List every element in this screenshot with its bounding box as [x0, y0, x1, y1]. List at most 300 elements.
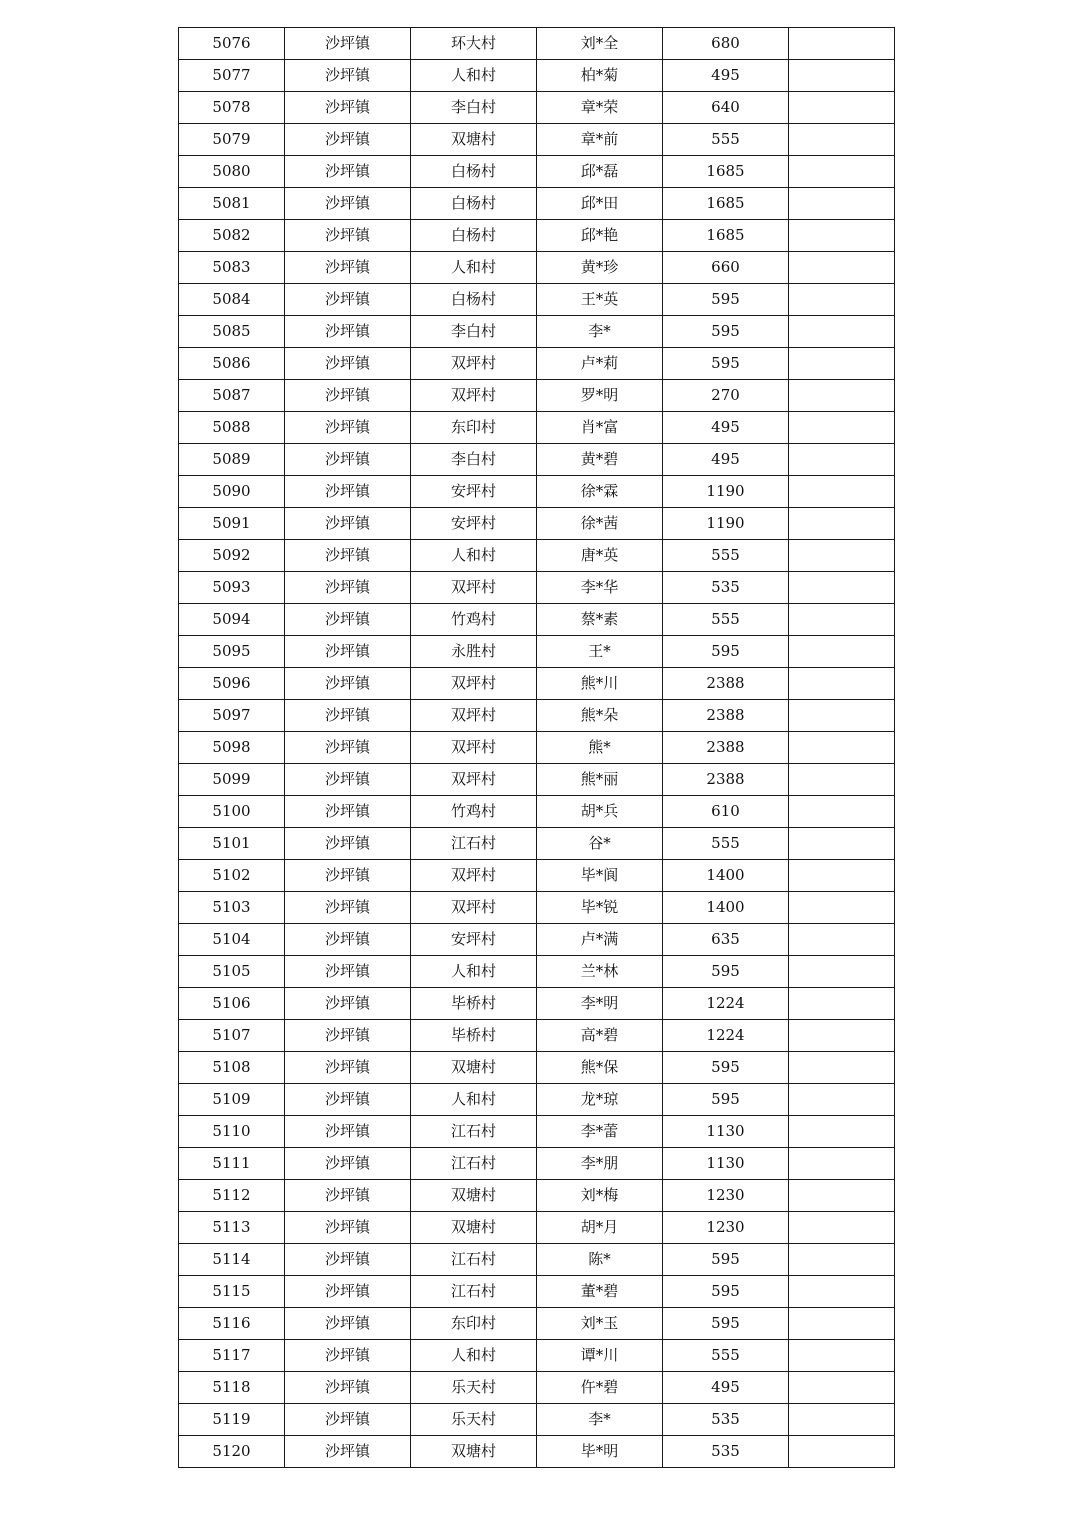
serial-number-cell: 5093	[179, 572, 285, 604]
serial-number-cell: 5081	[179, 188, 285, 220]
serial-number-cell: 5084	[179, 284, 285, 316]
serial-number-cell: 5101	[179, 828, 285, 860]
note-cell	[789, 316, 895, 348]
table-row	[179, 732, 895, 764]
note-cell	[789, 540, 895, 572]
name-cell: 李*朋	[537, 1148, 663, 1180]
amount-cell: 535	[663, 1436, 789, 1468]
table-row	[179, 956, 895, 988]
amount-cell: 1685	[663, 220, 789, 252]
note-cell	[789, 444, 895, 476]
table-row	[179, 828, 895, 860]
village-cell: 双坪村	[411, 572, 537, 604]
name-cell: 李*	[537, 316, 663, 348]
name-cell: 李*	[537, 1404, 663, 1436]
name-cell: 邱*田	[537, 188, 663, 220]
table-row	[179, 796, 895, 828]
name-cell: 仵*碧	[537, 1372, 663, 1404]
note-cell	[789, 156, 895, 188]
village-cell: 双塘村	[411, 1052, 537, 1084]
town-cell: 沙坪镇	[285, 636, 411, 668]
table-row	[179, 1276, 895, 1308]
amount-cell: 1190	[663, 508, 789, 540]
town-cell: 沙坪镇	[285, 1340, 411, 1372]
village-cell: 人和村	[411, 540, 537, 572]
village-cell: 毕桥村	[411, 1020, 537, 1052]
table-row	[179, 1180, 895, 1212]
name-cell: 陈*	[537, 1244, 663, 1276]
table-row	[179, 892, 895, 924]
table-row	[179, 700, 895, 732]
town-cell: 沙坪镇	[285, 1276, 411, 1308]
table-row	[179, 252, 895, 284]
name-cell: 熊*保	[537, 1052, 663, 1084]
village-cell: 竹鸡村	[411, 796, 537, 828]
serial-number-cell: 5102	[179, 860, 285, 892]
table-row	[179, 124, 895, 156]
name-cell: 熊*川	[537, 668, 663, 700]
table-row	[179, 444, 895, 476]
amount-cell: 535	[663, 1404, 789, 1436]
table-row	[179, 188, 895, 220]
note-cell	[789, 1212, 895, 1244]
village-cell: 环大村	[411, 28, 537, 60]
amount-cell: 595	[663, 316, 789, 348]
village-cell: 双坪村	[411, 892, 537, 924]
amount-cell: 660	[663, 252, 789, 284]
name-cell: 蔡*素	[537, 604, 663, 636]
village-cell: 东印村	[411, 1308, 537, 1340]
name-cell: 肖*富	[537, 412, 663, 444]
village-cell: 安坪村	[411, 508, 537, 540]
name-cell: 罗*明	[537, 380, 663, 412]
amount-cell: 635	[663, 924, 789, 956]
village-cell: 双塘村	[411, 1180, 537, 1212]
table-row	[179, 668, 895, 700]
table-row	[179, 508, 895, 540]
town-cell: 沙坪镇	[285, 188, 411, 220]
table-row	[179, 60, 895, 92]
table-row	[179, 1052, 895, 1084]
town-cell: 沙坪镇	[285, 1148, 411, 1180]
note-cell	[789, 348, 895, 380]
serial-number-cell: 5076	[179, 28, 285, 60]
town-cell: 沙坪镇	[285, 540, 411, 572]
serial-number-cell: 5112	[179, 1180, 285, 1212]
name-cell: 刘*全	[537, 28, 663, 60]
name-cell: 胡*兵	[537, 796, 663, 828]
town-cell: 沙坪镇	[285, 828, 411, 860]
note-cell	[789, 1052, 895, 1084]
note-cell	[789, 572, 895, 604]
serial-number-cell: 5119	[179, 1404, 285, 1436]
town-cell: 沙坪镇	[285, 604, 411, 636]
table-row	[179, 572, 895, 604]
name-cell: 李*华	[537, 572, 663, 604]
serial-number-cell: 5107	[179, 1020, 285, 1052]
table-row	[179, 636, 895, 668]
town-cell: 沙坪镇	[285, 444, 411, 476]
amount-cell: 1685	[663, 188, 789, 220]
town-cell: 沙坪镇	[285, 796, 411, 828]
amount-cell: 1130	[663, 1116, 789, 1148]
village-cell: 李白村	[411, 92, 537, 124]
serial-number-cell: 5115	[179, 1276, 285, 1308]
serial-number-cell: 5086	[179, 348, 285, 380]
village-cell: 双塘村	[411, 124, 537, 156]
table-row	[179, 1020, 895, 1052]
town-cell: 沙坪镇	[285, 252, 411, 284]
amount-cell: 2388	[663, 668, 789, 700]
town-cell: 沙坪镇	[285, 1212, 411, 1244]
serial-number-cell: 5108	[179, 1052, 285, 1084]
table-row	[179, 1436, 895, 1468]
amount-cell: 555	[663, 1340, 789, 1372]
town-cell: 沙坪镇	[285, 124, 411, 156]
serial-number-cell: 5087	[179, 380, 285, 412]
serial-number-cell: 5105	[179, 956, 285, 988]
name-cell: 高*碧	[537, 1020, 663, 1052]
note-cell	[789, 1148, 895, 1180]
village-cell: 双塘村	[411, 1436, 537, 1468]
serial-number-cell: 5089	[179, 444, 285, 476]
note-cell	[789, 956, 895, 988]
amount-cell: 595	[663, 284, 789, 316]
note-cell	[789, 412, 895, 444]
name-cell: 黄*珍	[537, 252, 663, 284]
table-row	[179, 156, 895, 188]
serial-number-cell: 5111	[179, 1148, 285, 1180]
note-cell	[789, 860, 895, 892]
town-cell: 沙坪镇	[285, 220, 411, 252]
town-cell: 沙坪镇	[285, 508, 411, 540]
serial-number-cell: 5078	[179, 92, 285, 124]
table-row	[179, 1372, 895, 1404]
note-cell	[789, 1084, 895, 1116]
note-cell	[789, 1244, 895, 1276]
name-cell: 卢*满	[537, 924, 663, 956]
serial-number-cell: 5088	[179, 412, 285, 444]
amount-cell: 595	[663, 956, 789, 988]
table-row	[179, 1244, 895, 1276]
town-cell: 沙坪镇	[285, 860, 411, 892]
serial-number-cell: 5100	[179, 796, 285, 828]
amount-cell: 1400	[663, 860, 789, 892]
town-cell: 沙坪镇	[285, 316, 411, 348]
amount-cell: 595	[663, 1276, 789, 1308]
name-cell: 谷*	[537, 828, 663, 860]
amount-cell: 2388	[663, 764, 789, 796]
amount-cell: 270	[663, 380, 789, 412]
name-cell: 王*	[537, 636, 663, 668]
village-cell: 永胜村	[411, 636, 537, 668]
serial-number-cell: 5082	[179, 220, 285, 252]
note-cell	[789, 1180, 895, 1212]
village-cell: 双坪村	[411, 668, 537, 700]
serial-number-cell: 5091	[179, 508, 285, 540]
serial-number-cell: 5106	[179, 988, 285, 1020]
table-row	[179, 1084, 895, 1116]
village-cell: 双塘村	[411, 1212, 537, 1244]
serial-number-cell: 5120	[179, 1436, 285, 1468]
note-cell	[789, 764, 895, 796]
village-cell: 双坪村	[411, 700, 537, 732]
amount-cell: 555	[663, 604, 789, 636]
note-cell	[789, 636, 895, 668]
name-cell: 胡*月	[537, 1212, 663, 1244]
table-row	[179, 764, 895, 796]
amount-cell: 1190	[663, 476, 789, 508]
village-cell: 双坪村	[411, 732, 537, 764]
village-cell: 安坪村	[411, 924, 537, 956]
serial-number-cell: 5103	[179, 892, 285, 924]
table-row	[179, 988, 895, 1020]
village-cell: 乐天村	[411, 1372, 537, 1404]
village-cell: 江石村	[411, 1244, 537, 1276]
name-cell: 龙*琼	[537, 1084, 663, 1116]
serial-number-cell: 5104	[179, 924, 285, 956]
table-row	[179, 1340, 895, 1372]
amount-cell: 1400	[663, 892, 789, 924]
name-cell: 毕*阆	[537, 860, 663, 892]
name-cell: 卢*莉	[537, 348, 663, 380]
serial-number-cell: 5080	[179, 156, 285, 188]
note-cell	[789, 220, 895, 252]
note-cell	[789, 1276, 895, 1308]
serial-number-cell: 5099	[179, 764, 285, 796]
serial-number-cell: 5113	[179, 1212, 285, 1244]
town-cell: 沙坪镇	[285, 1308, 411, 1340]
serial-number-cell: 5096	[179, 668, 285, 700]
name-cell: 谭*川	[537, 1340, 663, 1372]
village-cell: 江石村	[411, 1276, 537, 1308]
serial-number-cell: 5079	[179, 124, 285, 156]
table-row	[179, 1148, 895, 1180]
table-row	[179, 1308, 895, 1340]
serial-number-cell: 5110	[179, 1116, 285, 1148]
name-cell: 章*荣	[537, 92, 663, 124]
name-cell: 章*前	[537, 124, 663, 156]
town-cell: 沙坪镇	[285, 92, 411, 124]
name-cell: 柏*菊	[537, 60, 663, 92]
serial-number-cell: 5094	[179, 604, 285, 636]
amount-cell: 555	[663, 540, 789, 572]
name-cell: 黄*碧	[537, 444, 663, 476]
serial-number-cell: 5090	[179, 476, 285, 508]
town-cell: 沙坪镇	[285, 380, 411, 412]
amount-cell: 495	[663, 412, 789, 444]
note-cell	[789, 1116, 895, 1148]
town-cell: 沙坪镇	[285, 1180, 411, 1212]
note-cell	[789, 252, 895, 284]
town-cell: 沙坪镇	[285, 668, 411, 700]
amount-cell: 495	[663, 444, 789, 476]
serial-number-cell: 5098	[179, 732, 285, 764]
town-cell: 沙坪镇	[285, 572, 411, 604]
note-cell	[789, 380, 895, 412]
village-cell: 竹鸡村	[411, 604, 537, 636]
note-cell	[789, 1372, 895, 1404]
amount-cell: 595	[663, 348, 789, 380]
village-cell: 李白村	[411, 316, 537, 348]
amount-cell: 640	[663, 92, 789, 124]
town-cell: 沙坪镇	[285, 732, 411, 764]
table-row	[179, 28, 895, 60]
town-cell: 沙坪镇	[285, 1084, 411, 1116]
village-cell: 乐天村	[411, 1404, 537, 1436]
table-row	[179, 1116, 895, 1148]
amount-cell: 495	[663, 60, 789, 92]
town-cell: 沙坪镇	[285, 1052, 411, 1084]
serial-number-cell: 5095	[179, 636, 285, 668]
note-cell	[789, 668, 895, 700]
town-cell: 沙坪镇	[285, 1020, 411, 1052]
serial-number-cell: 5118	[179, 1372, 285, 1404]
village-cell: 白杨村	[411, 188, 537, 220]
name-cell: 熊*朵	[537, 700, 663, 732]
table-row	[179, 284, 895, 316]
note-cell	[789, 28, 895, 60]
note-cell	[789, 124, 895, 156]
note-cell	[789, 1404, 895, 1436]
name-cell: 董*碧	[537, 1276, 663, 1308]
table-row	[179, 860, 895, 892]
town-cell: 沙坪镇	[285, 700, 411, 732]
note-cell	[789, 476, 895, 508]
town-cell: 沙坪镇	[285, 476, 411, 508]
amount-cell: 1130	[663, 1148, 789, 1180]
note-cell	[789, 1308, 895, 1340]
amount-cell: 495	[663, 1372, 789, 1404]
amount-cell: 1685	[663, 156, 789, 188]
amount-cell: 2388	[663, 732, 789, 764]
village-cell: 白杨村	[411, 220, 537, 252]
town-cell: 沙坪镇	[285, 764, 411, 796]
note-cell	[789, 1340, 895, 1372]
serial-number-cell: 5092	[179, 540, 285, 572]
village-cell: 双坪村	[411, 860, 537, 892]
note-cell	[789, 796, 895, 828]
name-cell: 邱*磊	[537, 156, 663, 188]
table-row	[179, 476, 895, 508]
amount-cell: 595	[663, 636, 789, 668]
village-cell: 毕桥村	[411, 988, 537, 1020]
town-cell: 沙坪镇	[285, 284, 411, 316]
name-cell: 毕*锐	[537, 892, 663, 924]
note-cell	[789, 732, 895, 764]
town-cell: 沙坪镇	[285, 924, 411, 956]
note-cell	[789, 988, 895, 1020]
note-cell	[789, 92, 895, 124]
note-cell	[789, 828, 895, 860]
village-cell: 东印村	[411, 412, 537, 444]
name-cell: 刘*玉	[537, 1308, 663, 1340]
table-row	[179, 220, 895, 252]
village-cell: 白杨村	[411, 284, 537, 316]
town-cell: 沙坪镇	[285, 892, 411, 924]
amount-cell: 595	[663, 1052, 789, 1084]
town-cell: 沙坪镇	[285, 412, 411, 444]
table-row	[179, 924, 895, 956]
name-cell: 唐*英	[537, 540, 663, 572]
table-row	[179, 412, 895, 444]
serial-number-cell: 5109	[179, 1084, 285, 1116]
table-row	[179, 348, 895, 380]
name-cell: 徐*霖	[537, 476, 663, 508]
village-cell: 人和村	[411, 956, 537, 988]
village-cell: 双坪村	[411, 348, 537, 380]
serial-number-cell: 5077	[179, 60, 285, 92]
name-cell: 徐*茜	[537, 508, 663, 540]
amount-cell: 1224	[663, 988, 789, 1020]
village-cell: 人和村	[411, 60, 537, 92]
name-cell: 毕*明	[537, 1436, 663, 1468]
table-row	[179, 380, 895, 412]
serial-number-cell: 5116	[179, 1308, 285, 1340]
village-cell: 人和村	[411, 252, 537, 284]
note-cell	[789, 284, 895, 316]
amount-cell: 1230	[663, 1212, 789, 1244]
amount-cell: 555	[663, 124, 789, 156]
town-cell: 沙坪镇	[285, 1436, 411, 1468]
village-cell: 双坪村	[411, 764, 537, 796]
serial-number-cell: 5083	[179, 252, 285, 284]
amount-cell: 680	[663, 28, 789, 60]
village-cell: 李白村	[411, 444, 537, 476]
amount-cell: 2388	[663, 700, 789, 732]
table-row	[179, 604, 895, 636]
town-cell: 沙坪镇	[285, 156, 411, 188]
amount-cell: 610	[663, 796, 789, 828]
village-cell: 江石村	[411, 828, 537, 860]
town-cell: 沙坪镇	[285, 28, 411, 60]
table-row	[179, 1404, 895, 1436]
note-cell	[789, 1020, 895, 1052]
town-cell: 沙坪镇	[285, 1372, 411, 1404]
name-cell: 李*蕾	[537, 1116, 663, 1148]
name-cell: 兰*林	[537, 956, 663, 988]
note-cell	[789, 892, 895, 924]
village-cell: 人和村	[411, 1340, 537, 1372]
table-row	[179, 92, 895, 124]
amount-cell: 555	[663, 828, 789, 860]
note-cell	[789, 924, 895, 956]
table-row	[179, 1212, 895, 1244]
serial-number-cell: 5114	[179, 1244, 285, 1276]
town-cell: 沙坪镇	[285, 1404, 411, 1436]
amount-cell: 595	[663, 1308, 789, 1340]
table-row	[179, 316, 895, 348]
table-row	[179, 540, 895, 572]
village-cell: 白杨村	[411, 156, 537, 188]
note-cell	[789, 1436, 895, 1468]
village-cell: 江石村	[411, 1148, 537, 1180]
town-cell: 沙坪镇	[285, 60, 411, 92]
amount-cell: 1230	[663, 1180, 789, 1212]
name-cell: 李*明	[537, 988, 663, 1020]
town-cell: 沙坪镇	[285, 988, 411, 1020]
name-cell: 王*英	[537, 284, 663, 316]
note-cell	[789, 188, 895, 220]
village-cell: 江石村	[411, 1116, 537, 1148]
note-cell	[789, 60, 895, 92]
note-cell	[789, 508, 895, 540]
data-table	[178, 27, 895, 1468]
town-cell: 沙坪镇	[285, 1116, 411, 1148]
name-cell: 邱*艳	[537, 220, 663, 252]
serial-number-cell: 5097	[179, 700, 285, 732]
amount-cell: 595	[663, 1084, 789, 1116]
